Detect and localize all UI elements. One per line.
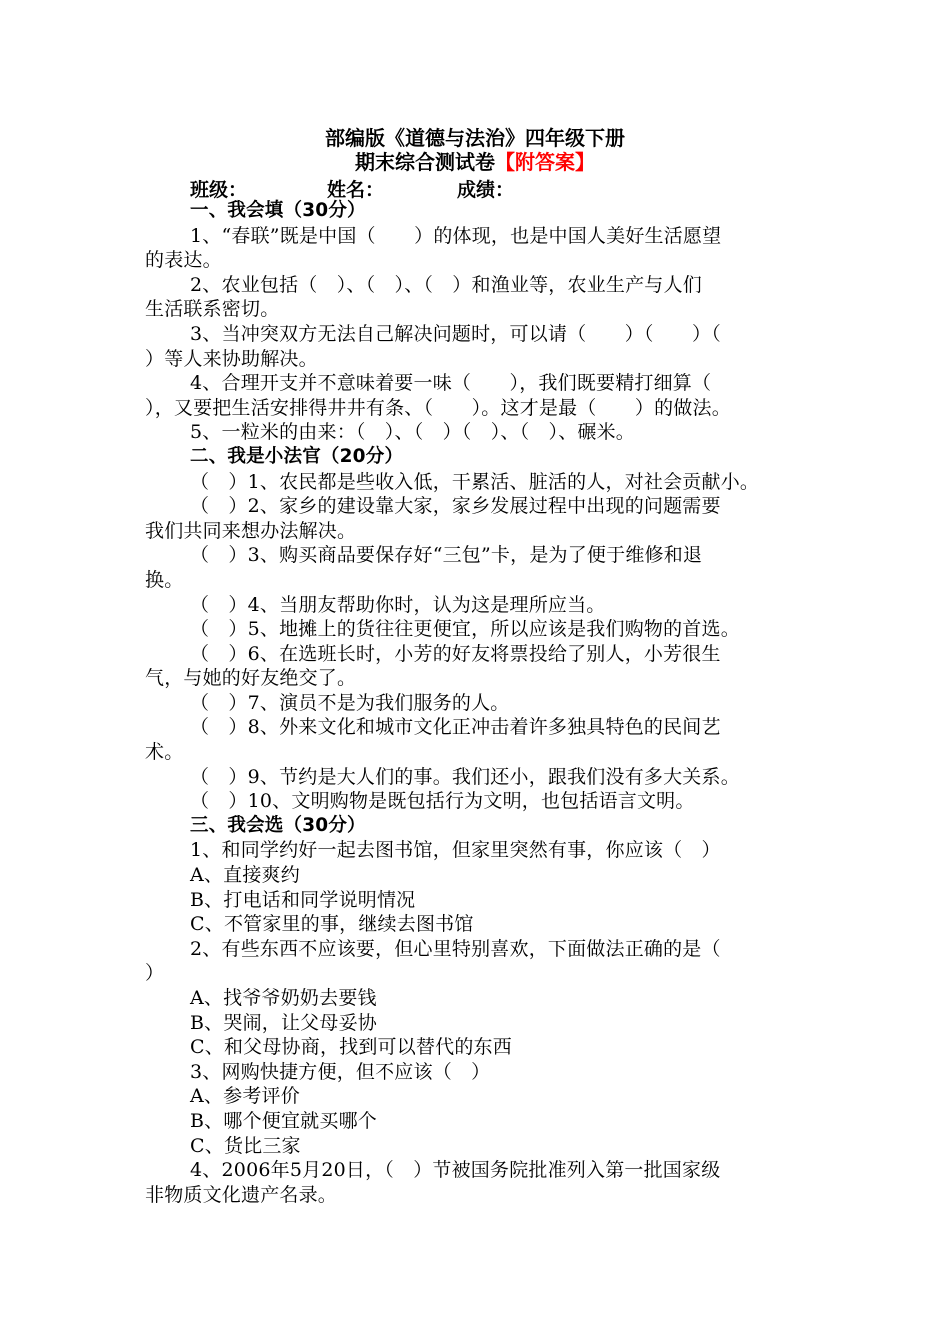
- question-line: （ ）2、家乡的建设靠大家，家乡发展过程中出现的问题需要: [190, 495, 721, 518]
- question-continuation: 的表达。: [145, 249, 222, 272]
- question-line: 2、农业包括（ ）、（ ）、（ ）和渔业等，农业生产与人们: [190, 273, 702, 296]
- question-line: A、找爷爷奶奶去要钱: [190, 987, 377, 1009]
- question-continuation: ）: [145, 962, 165, 985]
- question-line: C、货比三家: [190, 1134, 301, 1157]
- question-line: （ ）1、农民都是些收入低，干累活、脏活的人，对社会贡献小。: [190, 470, 760, 493]
- question-line: C、不管家里的事，继续去图书馆: [190, 913, 474, 936]
- question-line: C、和父母协商，找到可以替代的东西: [190, 1036, 512, 1059]
- question-line: 1、和同学约好一起去图书馆，但家里突然有事，你应该（ ）: [190, 839, 721, 862]
- name-label: 姓名：: [327, 179, 385, 201]
- document-subtitle: [0, 150, 950, 174]
- question-line: A、参考评价: [190, 1085, 300, 1108]
- question-continuation: 气，与她的好友绝交了。: [145, 667, 357, 690]
- subtitle-main: 期末综合测试卷: [355, 150, 495, 174]
- section-heading: 一、我会填（30分）: [190, 200, 366, 221]
- score-label: 成绩：: [457, 179, 515, 201]
- question-continuation: ）等人来协助解决。: [145, 347, 318, 370]
- section-heading: 二、我是小法官（20分）: [190, 445, 404, 467]
- question-continuation: 术。: [145, 741, 184, 764]
- question-line: 4、合理开支并不意味着要一味（ ），我们既要精打细算（: [190, 372, 712, 395]
- question-continuation: ），又要把生活安排得井井有条、（ ）。这才是最（ ）的做法。: [145, 396, 731, 419]
- question-line: （ ）7、演员不是为我们服务的人。: [190, 691, 510, 714]
- answer-attached-tag: 【附答案】: [495, 150, 595, 174]
- question-continuation: 换。: [145, 568, 184, 591]
- question-continuation: 生活联系密切。: [145, 298, 280, 321]
- question-line: B、打电话和同学说明情况: [190, 888, 416, 911]
- question-line: A、直接爽约: [190, 864, 300, 887]
- question-line: （ ）6、在选班长时，小芳的好友将票投给了别人，小芳很生: [190, 642, 721, 665]
- question-line: （ ）5、地摊上的货往往更便宜，所以应该是我们购物的首选。: [190, 618, 740, 641]
- question-line: B、哪个便宜就买哪个: [190, 1109, 377, 1132]
- question-line: 2、有些东西不应该要，但心里特别喜欢，下面做法正确的是（: [190, 937, 721, 960]
- question-line: B、哭闹，让父母妥协: [190, 1011, 377, 1034]
- document-title: 部编版《道德与法治》四年级下册: [325, 126, 625, 150]
- question-continuation: 非物质文化遗产名录。: [145, 1183, 338, 1206]
- question-line: 1、“春联”既是中国（ ）的体现，也是中国人美好生活愿望: [190, 224, 722, 247]
- document-body: [145, 199, 817, 1207]
- question-line: （ ）3、购买商品要保存好“三包”卡，是为了便于维修和退: [190, 544, 703, 567]
- section-heading: 三、我会选（30分）: [190, 814, 366, 836]
- question-line: 4、2006年5月20日，（ ）节被国务院批准列入第一批国家级: [190, 1159, 721, 1182]
- question-continuation: 我们共同来想办法解决。: [145, 519, 357, 542]
- question-line: （ ）9、节约是大人们的事。我们还小，跟我们没有多大关系。: [190, 765, 740, 788]
- question-line: 5、一粒米的由来：（ ）、（ ）（ ）、（ ）、碾米。: [190, 421, 635, 444]
- question-line: （ ）8、外来文化和城市文化正冲击着许多独具特色的民间艺: [190, 716, 721, 739]
- question-line: 3、网购快捷方便，但不应该（ ）: [190, 1060, 491, 1083]
- question-line: （ ）10、文明购物是既包括行为文明，也包括语言文明。: [190, 790, 695, 813]
- question-line: （ ）4、当朋友帮助你时，认为这是理所应当。: [190, 593, 606, 616]
- class-label: 班级：: [190, 179, 248, 201]
- question-line: 3、当冲突双方无法自己解决问题时，可以请（ ）（ ）（: [190, 322, 721, 345]
